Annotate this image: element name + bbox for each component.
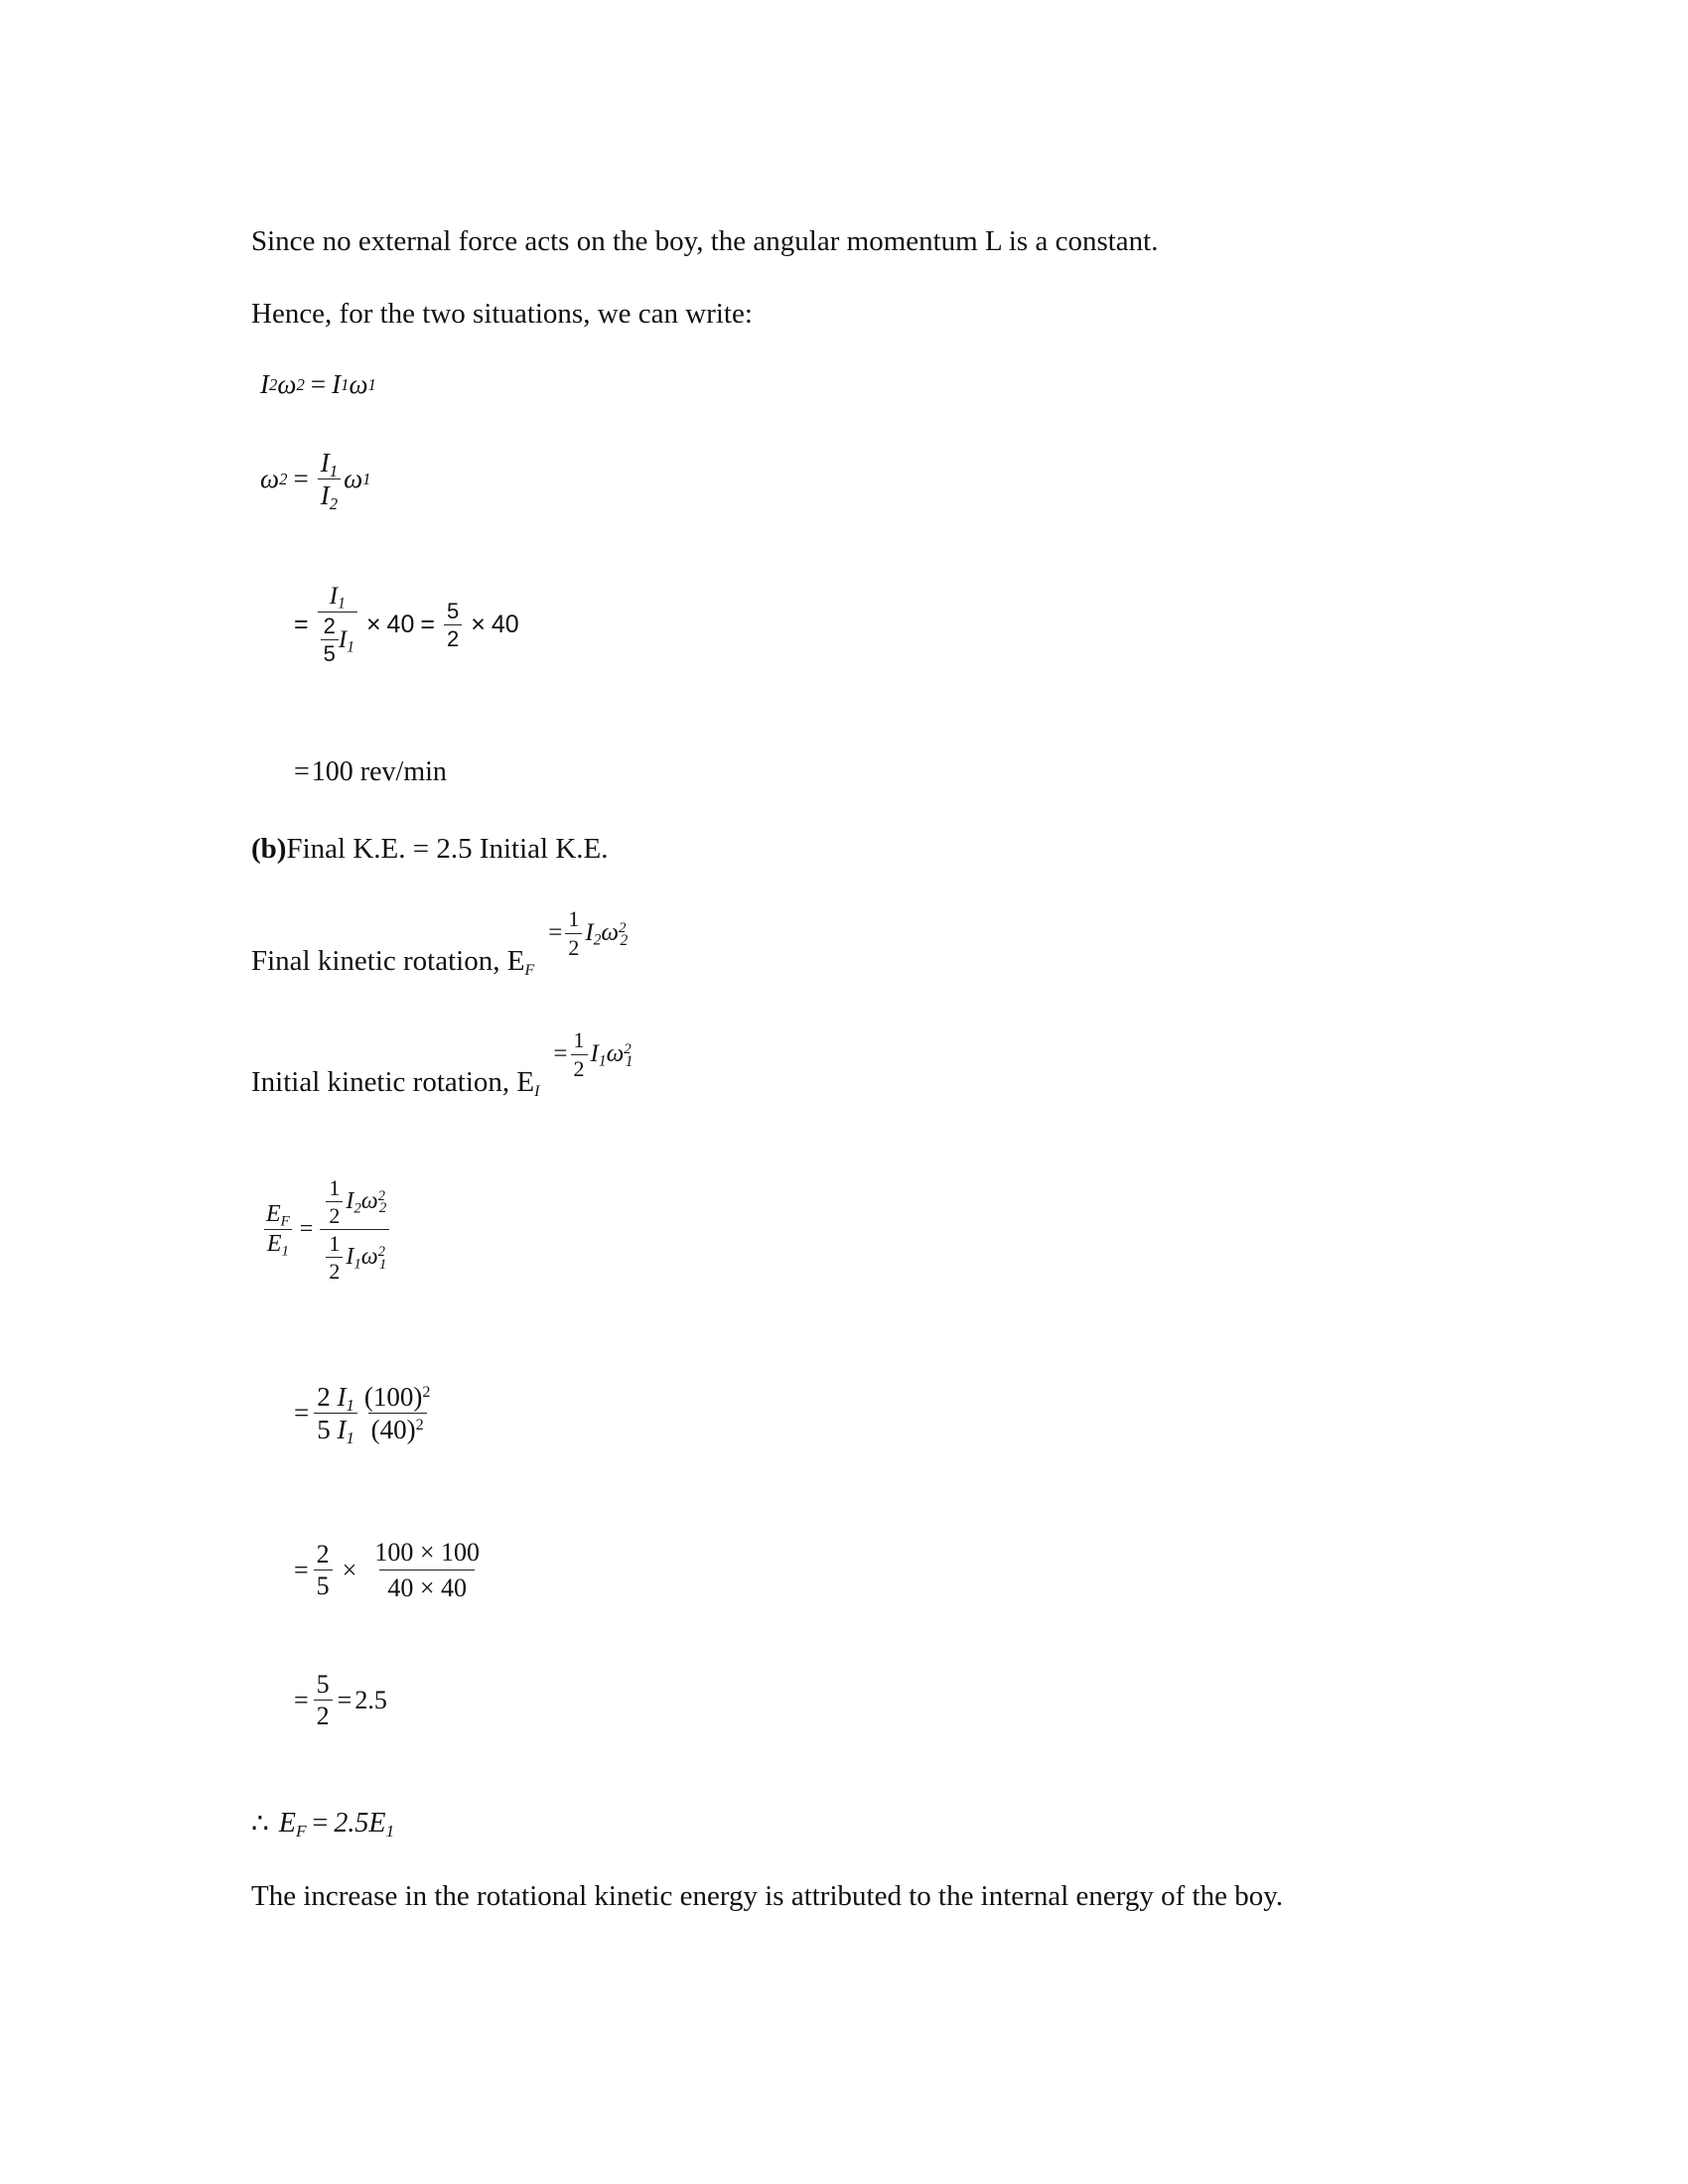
- numerator: 1: [329, 1175, 341, 1200]
- symbol-I: I: [590, 1040, 599, 1067]
- equation-final-ke: [548, 907, 628, 958]
- fraction-ke-ratio: [320, 1176, 389, 1283]
- times-sign: ×: [342, 1555, 357, 1584]
- part-text: Final K.E. = 2.5 Initial K.E.: [286, 833, 609, 865]
- superscript: 2: [619, 919, 627, 936]
- paragraph-text: The increase in the rotational kinetic energy is attributed to the internal energy of the boy.: [251, 1880, 1284, 1912]
- number-40: 40: [386, 610, 415, 638]
- superscript: 2: [422, 1383, 431, 1402]
- denominator: 2: [326, 1257, 343, 1283]
- equals-sign: =: [294, 1398, 310, 1429]
- symbol-I: I: [346, 1244, 354, 1271]
- numerator: 1: [329, 1231, 341, 1257]
- equals-sign: =: [299, 1216, 314, 1243]
- superscript: 2: [377, 1188, 385, 1205]
- equation-momentum-conservation: I 2 ω 2 = I 1 ω 1: [260, 369, 376, 399]
- paragraph-two-situations: [251, 297, 753, 331]
- fraction-one-half: [326, 1176, 343, 1227]
- equation-conclusion: [251, 1807, 394, 1841]
- subscript: 1: [378, 1256, 387, 1273]
- numerator: 2: [317, 1382, 331, 1412]
- subscript: I: [534, 1082, 540, 1100]
- symbol-I: I: [260, 369, 269, 399]
- symbol-omega: ω: [349, 369, 368, 399]
- subscript: 1: [598, 1052, 607, 1070]
- fraction-two-fifths: [314, 1541, 333, 1600]
- equation-ratio-substituted: [294, 1382, 435, 1448]
- subscript: 2: [620, 931, 629, 949]
- symbol-omega: ω: [601, 919, 620, 946]
- therefore-symbol: ∴: [251, 1809, 269, 1840]
- fraction-products: [366, 1539, 488, 1602]
- times-sign: ×: [471, 610, 486, 638]
- numerator: (100): [363, 1382, 423, 1412]
- initial-kinetic-rotation: [251, 1029, 633, 1099]
- equals-sign: =: [548, 919, 563, 946]
- symbol-E: E: [278, 1808, 296, 1839]
- fraction-five-halves: [314, 1671, 333, 1730]
- symbol-I: I: [320, 480, 330, 511]
- superscript: 2: [377, 1244, 385, 1261]
- equation-substitution: [294, 584, 519, 665]
- subscript: 1: [353, 1256, 361, 1273]
- subscript: 2: [378, 1200, 387, 1217]
- equals-sign: =: [310, 369, 327, 399]
- equals-sign: =: [294, 756, 310, 787]
- equation-ratio-expanded: [294, 1539, 490, 1602]
- symbol-omega: ω: [606, 1040, 625, 1067]
- number-40: 40: [491, 610, 519, 638]
- paragraph-angular-momentum: [251, 224, 1159, 258]
- subscript: 1: [338, 595, 346, 613]
- symbol-I: I: [320, 448, 330, 478]
- equals-sign: =: [312, 1808, 329, 1839]
- superscript: 2: [624, 1040, 632, 1057]
- numerator: 2: [323, 614, 336, 639]
- part-label: (b): [251, 833, 287, 865]
- fraction-I1-over-I2: [318, 448, 341, 514]
- equation-initial-ke: [553, 1028, 633, 1079]
- symbol-I: I: [337, 1415, 347, 1445]
- symbol-omega: ω: [277, 369, 297, 399]
- fraction-100sq-over-40sq: [361, 1383, 434, 1444]
- fraction-I1-over-two-fifths-I1: [318, 584, 357, 665]
- value-2-5: 2.5: [354, 1685, 387, 1714]
- subscript: 1: [346, 1396, 354, 1416]
- superscript: 2: [415, 1416, 424, 1434]
- fraction-two-I1-over-five-I1: [314, 1382, 357, 1448]
- paragraph-text: Hence, for the two situations, we can write:: [251, 298, 753, 330]
- symbol-omega: ω: [344, 464, 363, 494]
- symbol-I: I: [338, 625, 348, 653]
- denominator: 2: [444, 624, 462, 650]
- equation-ratio-value: [294, 1671, 387, 1730]
- denominator: 40 × 40: [379, 1570, 475, 1601]
- fraction-two-fifths: [321, 614, 339, 665]
- equation-energy-ratio: [260, 1176, 392, 1283]
- subscript: 1: [347, 638, 354, 656]
- numerator: 1: [573, 1027, 585, 1053]
- denominator: 5: [314, 1570, 333, 1599]
- fraction-one-half: [565, 907, 582, 958]
- equation-omega2: ω 2 = $\frac{I_1}{I_2}$ ω 1: [260, 448, 371, 514]
- equals-sign: =: [337, 1685, 352, 1714]
- subscript: F: [295, 1822, 307, 1842]
- equals-sign: =: [294, 610, 309, 638]
- times-sign: ×: [365, 610, 381, 638]
- subscript: F: [524, 961, 535, 979]
- denominator: 2: [571, 1054, 588, 1080]
- numerator: 5: [316, 1670, 330, 1699]
- equals-sign: =: [553, 1040, 568, 1067]
- fraction-one-half: [571, 1028, 588, 1079]
- result-value: 100 rev/min: [311, 756, 447, 787]
- fraction-EF-over-EI: [263, 1201, 293, 1260]
- final-kinetic-rotation: [251, 908, 628, 978]
- denominator: 2: [314, 1700, 333, 1729]
- part-b-statement: [251, 832, 609, 866]
- fraction-one-half: [326, 1232, 343, 1283]
- symbol-I: I: [346, 1188, 354, 1214]
- denominator: (40): [370, 1415, 416, 1445]
- paragraph-conclusion: [251, 1879, 1283, 1913]
- symbol-omega: ω: [360, 1244, 378, 1271]
- subscript: 2: [329, 494, 339, 514]
- symbol-I: I: [332, 369, 342, 399]
- subscript: 1: [385, 1822, 395, 1842]
- label-text: Initial kinetic rotation, E: [251, 1066, 535, 1098]
- symbol-omega: ω: [260, 464, 280, 494]
- subscript: 2: [353, 1200, 361, 1217]
- numerator: 100 × 100: [374, 1538, 481, 1567]
- symbol-I: I: [337, 1382, 347, 1412]
- subscript: F: [280, 1213, 290, 1230]
- symbol-E: E: [266, 1201, 281, 1227]
- equals-sign: =: [294, 1685, 309, 1714]
- subscript: 1: [281, 1243, 289, 1260]
- denominator: 5: [321, 639, 339, 665]
- paragraph-text: Since no external force acts on the boy, the angular momentum L is a constant.: [251, 225, 1159, 257]
- symbol-I: I: [329, 583, 339, 610]
- symbol-omega: ω: [360, 1188, 378, 1214]
- subscript: 1: [346, 1429, 354, 1448]
- subscript: 2: [593, 931, 602, 949]
- denominator: 2: [326, 1201, 343, 1227]
- denominator: 2: [565, 933, 582, 959]
- numerator: 2: [316, 1540, 330, 1569]
- numerator: 1: [568, 906, 580, 932]
- subscript: 1: [329, 462, 339, 481]
- symbol-E: E: [266, 1231, 282, 1258]
- numerator: 5: [446, 598, 460, 623]
- equation-result-100: [294, 756, 447, 788]
- symbol-I: I: [585, 919, 594, 946]
- equals-sign: =: [420, 610, 435, 638]
- fraction-five-halves: [444, 600, 462, 650]
- subscript: 1: [625, 1052, 633, 1070]
- denominator: 5: [317, 1415, 331, 1445]
- label-text: Final kinetic rotation, E: [251, 945, 525, 977]
- equals-sign: =: [293, 464, 309, 494]
- value-2-5E: 2.5E: [334, 1808, 386, 1839]
- equals-sign: =: [294, 1555, 309, 1584]
